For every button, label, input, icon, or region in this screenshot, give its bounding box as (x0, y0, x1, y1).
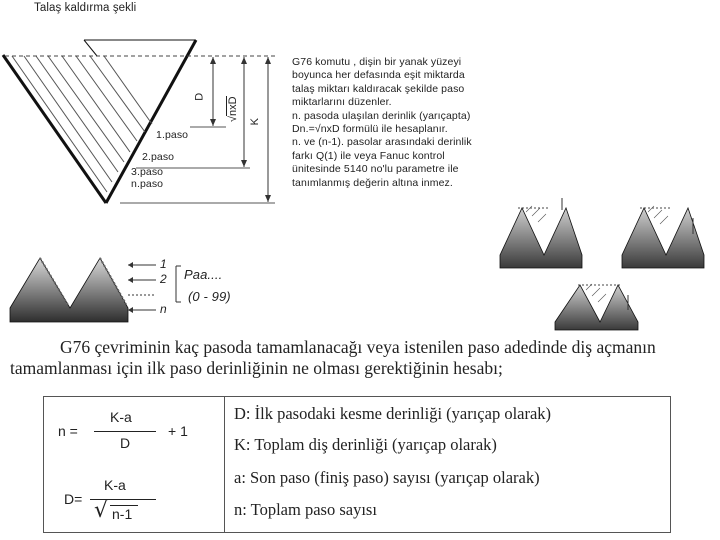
description-line: n. pasoda ulaşılan derinlik (yarıçapta) (292, 109, 471, 122)
v-left-flank (3, 55, 106, 203)
paa-range: (0 - 99) (188, 289, 231, 304)
thread-profile-b (622, 206, 704, 268)
sqrt-dimension-label: √nxD (227, 96, 239, 122)
formula-n-denominator: D (120, 435, 131, 451)
pass-arrows (128, 258, 188, 320)
description-line: Dn.=√nxD formülü ile hesaplanır. (292, 123, 448, 136)
paa-code: Paa.... (184, 267, 223, 282)
calc-paragraph-line2: tamamlanması için ilk paso derinliğinin ne olması gerektiğinin hesabı; (10, 358, 503, 378)
formula-n (54, 409, 219, 459)
definition-d: D: İlk pasodaki kesme derinliği (yarıçap olarak) (234, 404, 552, 423)
thread-profile-pictures (490, 190, 720, 340)
pass-2-label: 2.paso (142, 151, 175, 163)
description-line: talaş miktarı kaldıracak şekilde paso (292, 82, 465, 95)
table-divider (224, 397, 225, 532)
thread-profile-c (555, 284, 638, 330)
description-line: boyunca her defasında eşit miktarda (292, 69, 465, 82)
formula-n-plus: + 1 (168, 423, 188, 439)
definition-k: K: Toplam diş derinliği (yarıçap olarak) (234, 435, 497, 454)
description-line: n. ve (n-1). pasolar arasındaki derinlik (292, 136, 472, 149)
watermark-thread-picture (8, 250, 138, 328)
description-line: ünitesinde 5140 no'lu parametre ile (292, 163, 459, 176)
description-line: tanımlanmış değerin altına inmez. (292, 176, 453, 189)
description-line: G76 komutu , dişin bir yanak yüzeyi (292, 56, 462, 68)
calc-paragraph-line1: G76 çevriminin kaç pasoda tamamlanacağı veya istenilen paso adedinde diş açmanın (60, 337, 656, 357)
pass-label-1: 1 (160, 257, 167, 271)
pass-3-label: 3.paso (131, 166, 164, 178)
definition-n: n: Toplam paso sayısı (234, 500, 377, 519)
sqrt-icon: √ (94, 498, 109, 523)
fraction-bar (94, 431, 156, 432)
formula-d (54, 477, 219, 527)
pass-1-label: 1.paso (156, 129, 189, 141)
figure-title: Talaş kaldırma şekli (34, 2, 137, 14)
formula-d-denominator: n-1 (110, 505, 138, 522)
formula-d-lhs: D= (64, 491, 83, 507)
pass-label-2: 2 (160, 272, 167, 286)
sqrt-symbol: √ (227, 115, 239, 122)
pass-n-label: n.paso (131, 178, 164, 190)
thread-profile-a (500, 198, 582, 268)
formula-n-lhs: n = (58, 423, 78, 439)
definition-a: a: Son paso (finiş paso) sayısı (yarıçap olarak) (234, 468, 540, 487)
pass-depth-labels (128, 258, 248, 320)
d-dimension-label: D (193, 92, 206, 101)
pass-label-n: n (160, 302, 167, 316)
formula-d-numerator: K-a (104, 477, 126, 493)
formula-table (43, 396, 671, 533)
k-dimension-label: K (249, 117, 262, 126)
description-line: farkı Q(1) ile veya Fanuc kontrol (292, 149, 445, 162)
formula-n-numerator: K-a (110, 409, 132, 425)
g76-description (292, 56, 507, 190)
description-line: miktarlarını düzenler. (292, 96, 392, 109)
